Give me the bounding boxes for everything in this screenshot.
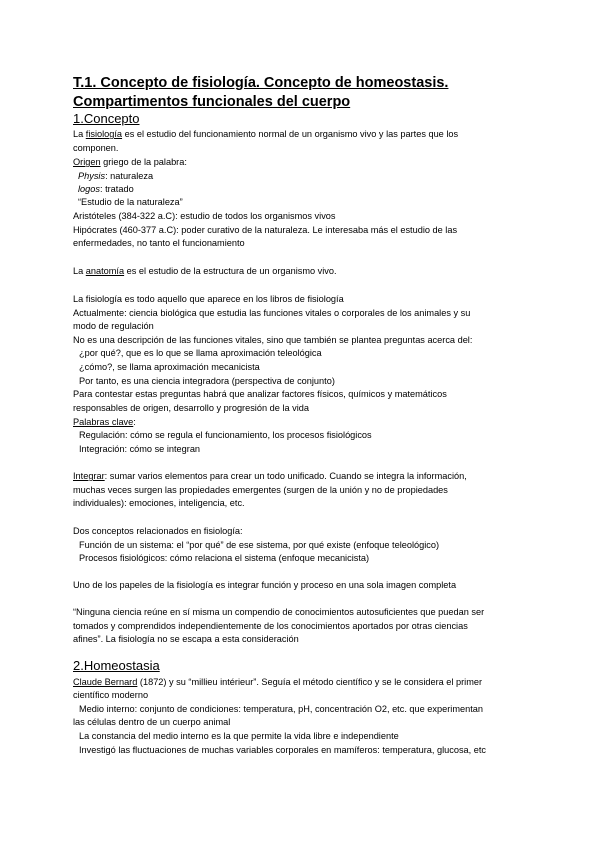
constancia-line: La constancia del medio interno es la que permite la vida libre e independiente (79, 731, 399, 741)
palabras-clave-line: Palabras clave: (73, 417, 136, 427)
cita-line-1: “Ninguna ciencia reúne en sí misma un compendio de conocimientos autosuficientes que puedan ser (73, 607, 485, 617)
term-claude-bernard: Claude Bernard (73, 677, 138, 687)
investigo-line: Investigó las fluctuaciones de muchas variables corporales en mamíferos: temperatura, glucosa, etc (79, 745, 487, 755)
dos-conceptos-line: Dos conceptos relacionados en fisiología: (73, 526, 243, 536)
integradora-line: Por tanto, es una ciencia integradora (perspectiva de conjunto) (79, 376, 335, 386)
uno-papeles-line: Uno de los papeles de la fisiología es integrar función y proceso en una sola imagen completa (73, 580, 457, 590)
term-origen: Origen (73, 157, 101, 167)
funcion-line: Función de un sistema: el “por qué” de ese sistema, por qué existe (enfoque teleológico) (79, 540, 440, 550)
origen-line: Origen griego de la palabra: (73, 157, 187, 167)
procesos-line: Procesos fisiológicos: cómo relaciona el sistema (enfoque mecanicista) (79, 553, 370, 563)
title-line-1: T.1. Concepto de fisiología. Concepto de homeostasis. (73, 75, 449, 91)
paragraph-fisiologia: La fisiología es el estudio del funcionamiento normal de un organismo vivo y las partes que los (73, 129, 459, 139)
regulacion-line: Regulación: cómo se regula el funcionamiento, los procesos fisiológicos (79, 430, 372, 440)
integracion-line: Integración: cómo se integran (79, 444, 201, 454)
hipocrates-line: Hipócrates (460-377 a.C): poder curativo de la naturaleza. Le interesaba más el estudio de las (73, 225, 458, 235)
contestar-line-cont: responsables de origen, desarrollo y progresión de la vida (73, 403, 309, 413)
cita-line-3: afines”. La fisiología no se escapa a esta consideración (73, 634, 299, 644)
paragraph-fisiologia-cont: componen. (73, 143, 119, 153)
integrar-line-2: muchas veces surgen las propiedades emergentes (surgen de la unión y no de propiedades (73, 485, 448, 495)
term-fisiologia: fisiología (85, 129, 123, 139)
aristoteles-line: Aristóteles (384-322 a.C): estudio de todos los organismos vivos (73, 211, 336, 221)
logos-line: logos: tratado (78, 184, 134, 194)
term-palabras-clave: Palabras clave (73, 417, 134, 427)
hipocrates-line-cont: enfermedades, no tanto el funcionamiento (73, 238, 245, 248)
title-line-2: Compartimentos funcionales del cuerpo (73, 94, 351, 110)
medio-interno-line: Medio interno: conjunto de condiciones: temperatura, pH, concentración O2, etc. que experimentan (79, 704, 483, 714)
porque-line: ¿por qué?, que es lo que se llama aproximación teleológica (79, 348, 322, 358)
no-descripcion-line: No es una descripción de las funciones vitales, sino que también se plantea preguntas acerca del: (73, 335, 473, 345)
term-integrar: Integrar (73, 471, 105, 481)
physis-line: Physis: naturaleza (78, 171, 154, 181)
cita-line-2: tomados y comprendidos independientemente de los conocimientos aportados por otras ciencias (73, 621, 468, 631)
fisiologia-libros-line: La fisiología es todo aquello que aparece en los libros de fisiología (73, 294, 344, 304)
term-anatomia: anatomía (85, 266, 125, 276)
bernard-line-cont: científico moderno (73, 690, 149, 700)
section-heading-homeostasia: 2.Homeostasia (73, 658, 160, 673)
medio-interno-line-cont: las células dentro de un cuerpo animal (73, 717, 231, 727)
actualmente-line-cont: modo de regulación (73, 321, 154, 331)
estudio-line: “Estudio de la naturaleza” (78, 197, 183, 207)
contestar-line: Para contestar estas preguntas habrá que analizar factores físicos, químicos y matemáticos (73, 389, 447, 399)
bernard-line: Claude Bernard (1872) y su “millieu intérieur”. Seguía el método científico y se le considera el primer (73, 677, 483, 687)
integrar-line: Integrar: sumar varios elementos para crear un todo unificado. Cuando se integra la información, (73, 471, 467, 481)
actualmente-line: Actualmente: ciencia biológica que estudia las funciones vitales o corporales de los animales y su (73, 308, 471, 318)
como-line: ¿cómo?, se llama aproximación mecanicista (79, 362, 260, 372)
anatomia-line: La anatomía es el estudio de la estructura de un organismo vivo. (73, 266, 337, 276)
section-heading-concepto: 1.Concepto (73, 111, 140, 126)
integrar-line-3: individuales): emociones, inteligencia, etc. (73, 498, 245, 508)
